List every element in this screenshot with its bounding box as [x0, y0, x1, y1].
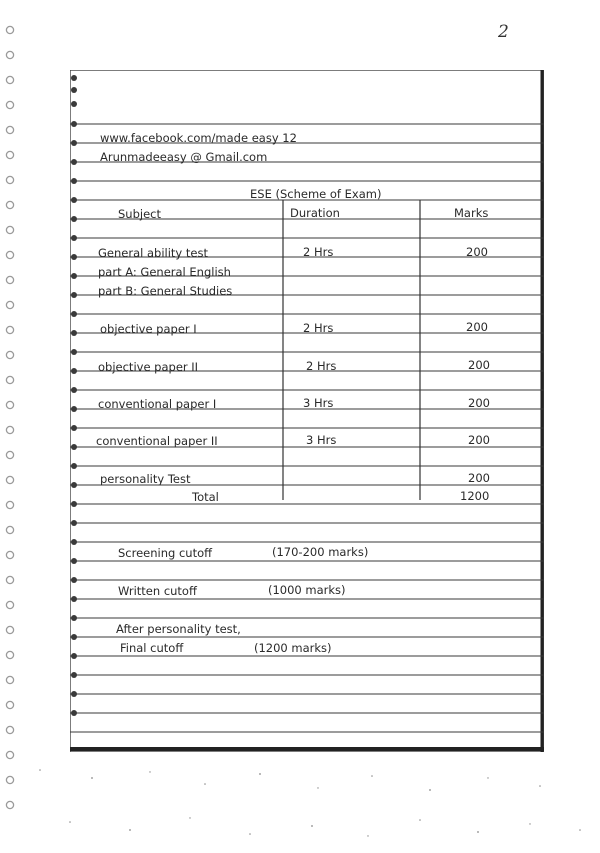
table-title: ESE (Scheme of Exam) [250, 187, 382, 201]
spiral-binding [0, 0, 30, 849]
row-marks: 200 [468, 433, 490, 447]
row-subject: conventional paper II [96, 434, 218, 448]
total-marks: 1200 [460, 489, 490, 503]
row-subject: objective paper I [100, 322, 197, 336]
row-duration: 3 Hrs [306, 433, 337, 447]
page-number: 2 [498, 22, 509, 42]
row-subject: part A: General English [98, 265, 231, 279]
final-cutoff-value: (1200 marks) [254, 641, 332, 655]
row-subject: conventional paper I [98, 397, 217, 411]
header-duration: Duration [290, 206, 340, 220]
written-cutoff-label: Written cutoff [118, 584, 197, 598]
row-marks: 200 [466, 245, 488, 259]
row-duration: 2 Hrs [303, 245, 334, 259]
row-marks: 200 [468, 358, 490, 372]
row-subject: personality Test [100, 472, 191, 486]
row-subject: General ability test [98, 246, 208, 260]
scan-noise [0, 760, 600, 849]
total-label: Total [192, 490, 219, 504]
row-duration: 2 Hrs [306, 359, 337, 373]
row-marks: 200 [468, 471, 490, 485]
row-subject: objective paper II [98, 360, 199, 374]
screening-cutoff-value: (170-200 marks) [272, 545, 369, 559]
website-text: www.facebook.com/made easy 12 [100, 131, 297, 145]
row-marks: 200 [468, 396, 490, 410]
final-cutoff-label: Final cutoff [120, 641, 184, 655]
row-marks: 200 [466, 320, 488, 334]
row-duration: 3 Hrs [303, 396, 334, 410]
email-text: Arunmadeeasy @ Gmail.com [100, 150, 268, 164]
row-duration: 2 Hrs [303, 321, 334, 335]
after-personality-text: After personality test, [116, 622, 241, 636]
written-cutoff-value: (1000 marks) [268, 583, 346, 597]
row-subject: part B: General Studies [98, 284, 233, 298]
screening-cutoff-label: Screening cutoff [118, 546, 213, 560]
header-subject: Subject [118, 207, 161, 221]
header-marks: Marks [454, 206, 489, 220]
